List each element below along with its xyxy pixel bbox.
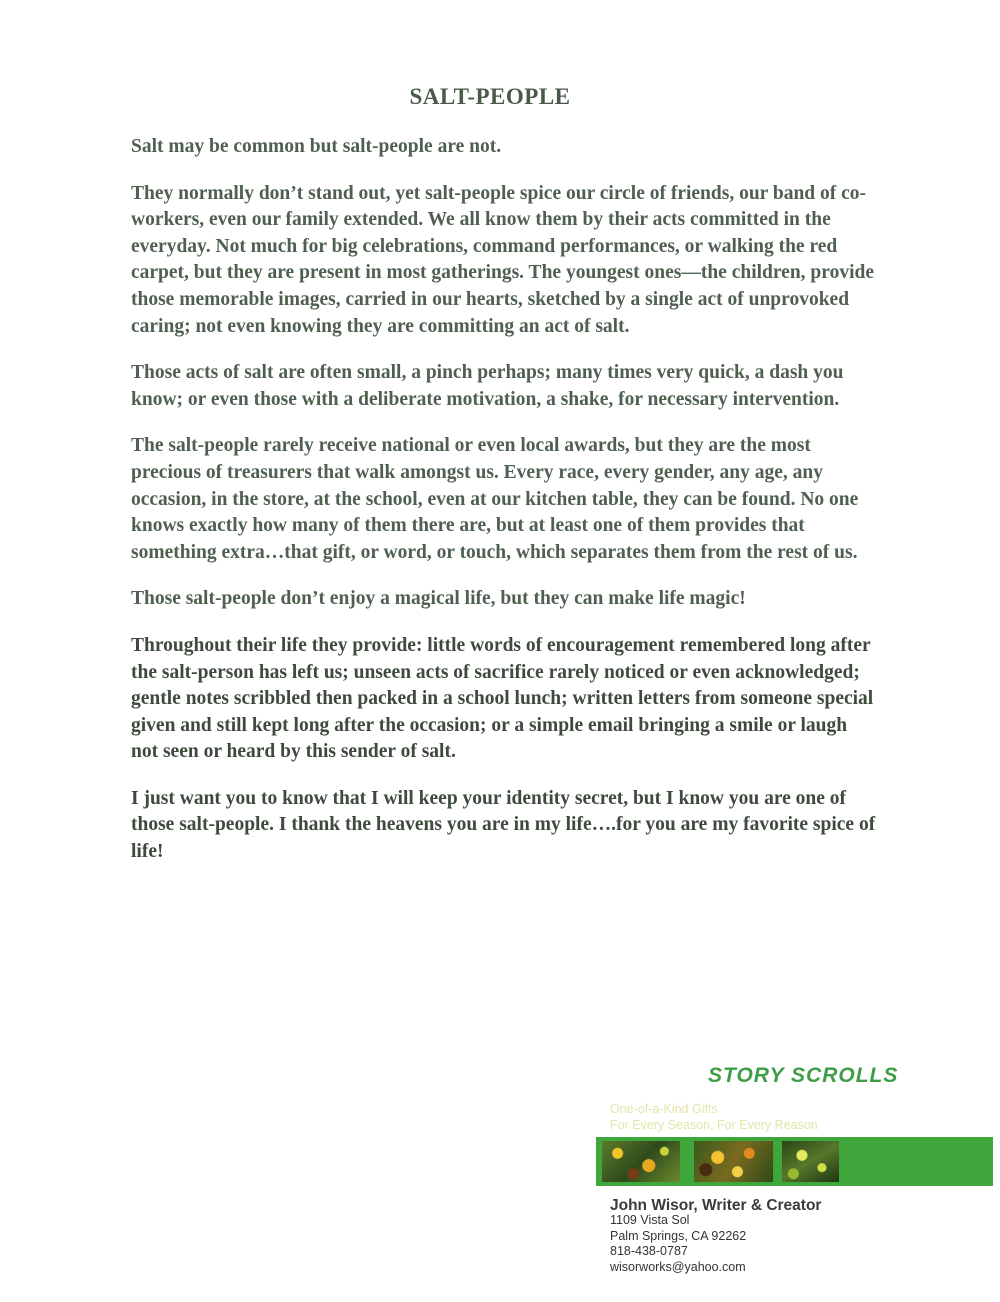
- paragraph-5: Those salt-people don’t enjoy a magical life, but they can make life magic!: [131, 588, 746, 610]
- story-scrolls-logo: STORY SCROLLS: [708, 1064, 899, 1087]
- paragraph-6: Throughout their life they provide: little words of encouragement remembered long after the salt-person has left us; unseen acts of sacrifice rarely noticed or even acknowledged; gentle notes scribbled then packed in a school lunch; written letters from someone special given and still kept long after the occasion; or a simple email bringing a smile or laugh not seen or heard by this sender of salt.: [131, 634, 874, 763]
- flower-banner: [596, 1137, 993, 1186]
- flower-photo-1: [602, 1141, 680, 1182]
- document-title: SALT-PEOPLE: [409, 84, 571, 109]
- author-name: John Wisor, Writer & Creator: [610, 1197, 822, 1214]
- address-line-1: 1109 Vista Sol: [610, 1213, 690, 1227]
- paragraph-7: I just want you to know that I will keep your identity secret, but I know you are one of those salt-people. I thank the heavens you are in my life….for you are my favorite spice of life!: [131, 787, 876, 863]
- flower-photo-3: [782, 1141, 839, 1182]
- logo-tagline: [610, 1101, 818, 1133]
- email-address: wisorworks@yahoo.com: [610, 1259, 746, 1274]
- flower-photo-2: [694, 1141, 773, 1182]
- tagline-line-1: One-of-a-Kind Gifts: [610, 1102, 718, 1116]
- paragraph-2: They normally don’t stand out, yet salt-people spice our circle of friends, our band of co-workers, even our family extended. We all know them by their acts committed in the everyday. Not much for big celebrations, command performances, or walking the red carpet, but they are present in most gatherings. The youngest ones—the children, provide those memorable images, carried in our hearts, sketched by a single act of unprovoked caring; not even knowing they are committing an act of salt.: [131, 182, 874, 337]
- paragraph-3: Those acts of salt are often small, a pinch perhaps; many times very quick, a dash you know; or even those with a deliberate motivation, a shake, for necessary intervention.: [131, 362, 844, 410]
- address-line-2: Palm Springs, CA 92262: [610, 1228, 747, 1243]
- phone-number: 818-438-0787: [610, 1244, 688, 1258]
- tagline-line-2: For Every Season, For Every Reason: [610, 1118, 818, 1132]
- contact-block: [610, 1213, 746, 1275]
- document-body: [131, 134, 876, 886]
- paragraph-1: Salt may be common but salt-people are not.: [131, 136, 502, 157]
- paragraph-4: The salt-people rarely receive national or even local awards, but they are the most precious of treasurers that walk amongst us. Every race, every gender, any age, any occasion, in the store, at the school, even at our kitchen table, they can be found. No one knows exactly how many of them there are, but at least one of them provides that something extra…that gift, or word, or touch, which separates them from the rest of us.: [131, 435, 859, 563]
